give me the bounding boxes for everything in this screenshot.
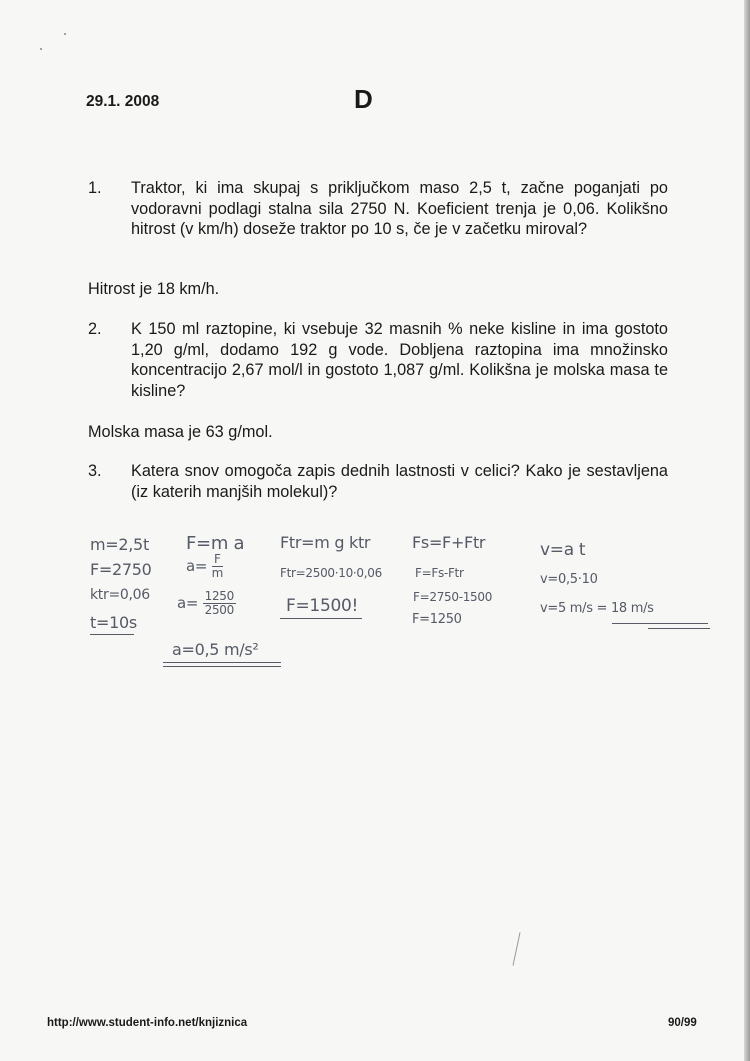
hw-force-difference: F=Fs-Ftr — [415, 566, 464, 580]
question-number: 3. — [88, 462, 102, 480]
question-number: 2. — [88, 320, 102, 338]
question-number: 1. — [88, 179, 102, 197]
hw-denominator: m — [211, 566, 224, 580]
hw-denominator: 2500 — [204, 603, 234, 617]
question-text: K 150 ml raztopine, ki vsebuje 32 masnih % neke kisline in ima gostoto 1,20 g/ml, dodamo 192 g vode. Dobljena raztopina ima množinsko koncentracijo 2,67 mol/l in gostoto 1,087 g/ml. Kolikšna je molska masa te kisline? — [131, 320, 668, 400]
hw-fraction — [212, 553, 223, 580]
hw-numerator: F — [212, 553, 223, 567]
question-text: Katera snov omogoča zapis dednih lastnosti v celici? Kako je sestavljena (iz katerih manjših molekul)? — [131, 462, 668, 501]
hw-given-time: t=10s — [90, 613, 137, 632]
question-text: Traktor, ki ima skupaj s priključkom maso 2,5 t, začne poganjati po vodoravni podlagi stalna sila 2750 N. Koeficient trenja je 0,06. Kolikšno hitrost (v km/h) doseže traktor po 10 s, če je v začetku miroval? — [131, 179, 668, 238]
question-1 — [88, 178, 668, 240]
answer-1: Hitrost je 18 km/h. — [88, 280, 220, 298]
hw-underline — [280, 618, 362, 619]
footer-url[interactable]: http://www.student-info.net/knjiznica — [47, 1017, 248, 1029]
answer-2: Molska masa je 63 g/mol. — [88, 423, 273, 441]
hw-acceleration-calc — [177, 590, 236, 617]
hw-acceleration-result: a=0,5 m/s² — [172, 640, 259, 659]
hw-numerator: 1250 — [204, 589, 234, 603]
exam-date: 29.1. 2008 — [86, 93, 160, 110]
page-edge — [744, 0, 750, 1061]
hw-lhs: a= — [177, 594, 199, 612]
hw-fraction — [203, 590, 236, 617]
hw-lhs: a= — [186, 557, 208, 575]
hw-force-result: F=1250 — [412, 612, 462, 627]
hw-newton-law: F=m a — [186, 533, 245, 554]
scan-speck — [40, 48, 42, 50]
hw-force-calc: F=2750-1500 — [413, 590, 493, 604]
scan-speck — [64, 33, 66, 35]
question-2 — [88, 319, 668, 401]
hw-friction-formula: Ftr=m g ktr — [280, 533, 371, 552]
hw-double-underline — [163, 666, 281, 667]
hw-given-force: F=2750 — [90, 560, 152, 579]
hw-given-mass: m=2,5t — [90, 535, 149, 554]
hw-friction-calc: Ftr=2500·10·0,06 — [280, 566, 382, 580]
hw-velocity-result: v=5 m/s = 18 m/s — [540, 601, 654, 616]
exam-variant: D — [354, 84, 373, 114]
hw-force-sum: Fs=F+Ftr — [412, 533, 486, 552]
hw-underline — [648, 628, 710, 629]
footer-page-number: 90/99 — [668, 1017, 697, 1029]
hw-underline — [612, 623, 708, 624]
hw-given-friction-coefficient: ktr=0,06 — [90, 587, 150, 603]
hw-acceleration-formula — [186, 553, 223, 580]
hw-stray-mark — [512, 932, 520, 965]
question-3 — [88, 461, 668, 502]
hw-velocity-formula: v=a t — [540, 540, 586, 560]
hw-double-underline — [163, 662, 281, 663]
hw-underline — [90, 634, 134, 635]
hw-velocity-calc: v=0,5·10 — [540, 572, 598, 587]
hw-friction-result: F=1500! — [286, 596, 359, 616]
